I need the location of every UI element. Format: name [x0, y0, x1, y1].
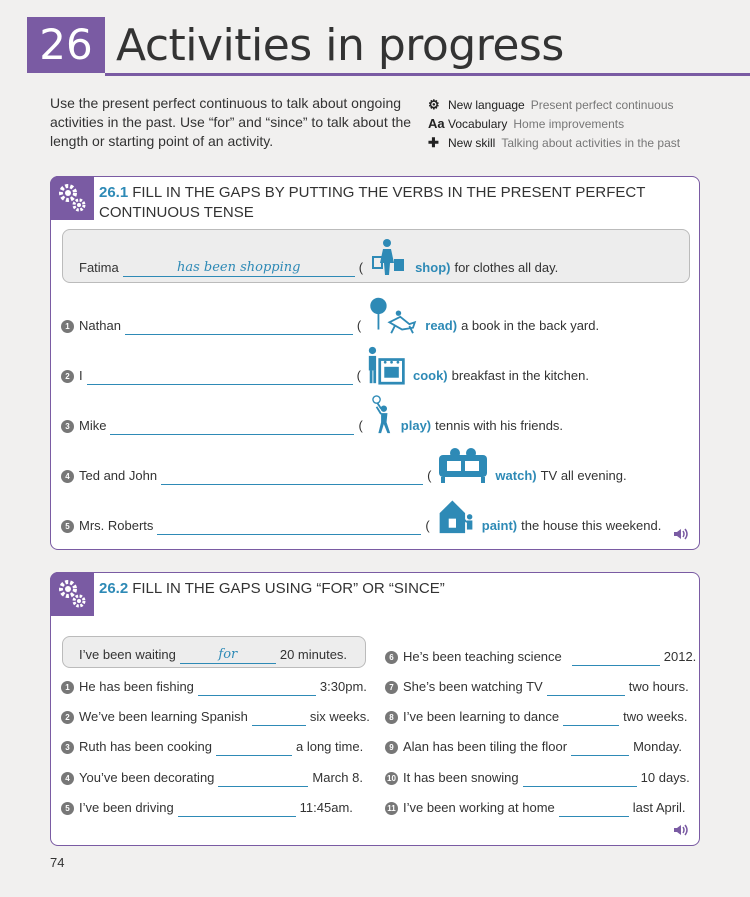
meta-value: Talking about activities in the past: [501, 135, 681, 150]
sentence-rest: the house this weekend.: [521, 518, 662, 533]
answer-gap[interactable]: [559, 801, 629, 817]
sentence-end: two weeks.: [623, 709, 688, 724]
exercise-item: [61, 676, 367, 696]
exercise-gear-icon: [50, 572, 94, 616]
sentence-start: We’ve been learning Spanish: [79, 709, 248, 724]
item-number: 4: [61, 772, 74, 785]
exercise-item: [61, 291, 599, 335]
sentence-end: last April.: [632, 800, 686, 815]
sentence-start: She’s been watching TV: [403, 679, 543, 694]
answer-gap[interactable]: [547, 680, 625, 696]
exercise-title: [99, 579, 669, 599]
puzzle-icon: ✚: [428, 134, 439, 150]
exercise-item: [61, 706, 370, 726]
intro-text: Use the present perfect continuous to talk about ongoing activities in the past. Use “for” and “since” to talk about the length or starting point of an activity.: [50, 95, 412, 149]
exercise-gear-icon: [50, 176, 94, 220]
sentence-rest: for clothes all day.: [454, 260, 559, 275]
exercise-item: [61, 736, 363, 756]
sentence-start: I’ve been learning to dance: [403, 709, 560, 724]
sentence-end: a long time.: [295, 739, 364, 754]
exercise-item: [61, 489, 661, 535]
exercise-number: 26.2: [99, 580, 129, 597]
meta-label: New language: [448, 97, 525, 112]
subject: Mrs. Roberts: [79, 518, 154, 533]
item-number: 1: [61, 681, 74, 694]
sentence-rest: breakfast in the kitchen.: [451, 368, 589, 383]
open-paren: (: [356, 368, 361, 383]
item-number: 1: [61, 320, 74, 333]
exercise-item: [385, 797, 686, 817]
sentence-end: six weeks.: [309, 709, 370, 724]
item-number: 9: [385, 741, 398, 754]
open-paren: (: [358, 260, 364, 275]
verb: play): [400, 418, 432, 433]
sentence-rest: TV all evening.: [540, 468, 627, 483]
sentence-start: It has been snowing: [403, 770, 519, 785]
exercise-instruction: FILL IN THE GAPS BY PUTTING THE VERBS IN THE PRESENT PERFECT CONTINUOUS TENSE: [99, 184, 646, 221]
exercise-item: [385, 736, 682, 756]
sentence-start: I’ve been waiting: [79, 647, 176, 662]
audio-speaker-icon[interactable]: [673, 823, 689, 837]
answer-gap[interactable]: [572, 650, 660, 666]
example-row: [79, 640, 347, 664]
sentence-end: 11:45am.: [299, 800, 353, 815]
sentence-start: Alan has been tiling the floor: [403, 739, 568, 754]
meta-label: New skill: [448, 135, 496, 150]
sentence-start: I’ve been driving: [79, 800, 174, 815]
example-row: [79, 235, 558, 277]
page-number: 74: [50, 855, 65, 870]
item-number: 11: [385, 802, 398, 815]
sentence-rest: tennis with his friends.: [435, 418, 564, 433]
exercise-title: [99, 183, 669, 223]
verb: shop): [415, 260, 451, 275]
sentence-start: He’s been teaching science: [403, 649, 562, 664]
sentence-end: 3:30pm.: [319, 679, 367, 694]
exercise-instruction: FILL IN THE GAPS USING “FOR” OR “SINCE”: [132, 580, 445, 597]
subject: Ted and John: [79, 468, 158, 483]
subject: Mike: [79, 418, 107, 433]
meta-value: Present perfect continuous: [530, 97, 674, 112]
item-number: 8: [385, 711, 398, 724]
answer-gap[interactable]: [157, 519, 421, 535]
item-number: 3: [61, 741, 74, 754]
sentence-start: He has been fishing: [79, 679, 194, 694]
answer-gap[interactable]: [125, 319, 353, 335]
answer-gap[interactable]: [87, 369, 353, 385]
subject: Fatima: [79, 260, 119, 275]
example-answer: for: [218, 647, 238, 662]
subject: Nathan: [79, 318, 121, 333]
item-number: 3: [61, 420, 74, 433]
watching-tv-icon: [435, 445, 491, 485]
sentence-end: March 8.: [312, 770, 363, 785]
sentence-end: Monday.: [633, 739, 682, 754]
exercise-number: 26.1: [99, 184, 129, 201]
sentence-start: Ruth has been cooking: [79, 739, 212, 754]
exercise-item: [385, 646, 696, 666]
item-number: 2: [61, 711, 74, 724]
item-number: 6: [385, 651, 398, 664]
exercise-item: [385, 706, 687, 726]
cooking-icon: [365, 345, 409, 385]
answer-gap[interactable]: [180, 648, 276, 664]
exercise-item: [61, 767, 363, 787]
verb: watch): [495, 468, 537, 483]
open-paren: (: [356, 318, 362, 333]
verb: read): [425, 318, 458, 333]
sentence-start: I’ve been working at home: [403, 800, 555, 815]
exercise-item: [61, 391, 563, 435]
item-number: 2: [61, 370, 74, 383]
exercise-item: [61, 797, 353, 817]
meta-row-vocabulary: [428, 114, 728, 133]
verb: cook): [412, 368, 448, 383]
meta-value: Home improvements: [513, 116, 625, 131]
answer-gap[interactable]: [161, 469, 423, 485]
sentence-end: 20 minutes.: [279, 647, 348, 662]
example-answer: has been shopping: [176, 260, 301, 275]
shopping-icon: [367, 237, 411, 277]
answer-gap[interactable]: [523, 771, 637, 787]
answer-gap[interactable]: [198, 680, 316, 696]
answer-gap[interactable]: [216, 740, 292, 756]
meta-panel: [428, 95, 728, 152]
sentence-start: You’ve been decorating: [79, 770, 215, 785]
meta-row-language: [428, 95, 728, 114]
answer-gap[interactable]: [563, 710, 619, 726]
sentence-end: 2012.: [663, 649, 697, 664]
item-number: 4: [61, 470, 74, 483]
answer-gap[interactable]: [110, 419, 354, 435]
audio-speaker-icon[interactable]: [673, 527, 689, 541]
open-paren: (: [425, 518, 430, 533]
answer-gap[interactable]: [218, 771, 308, 787]
exercise-item: [385, 767, 690, 787]
tennis-icon: [367, 395, 397, 435]
sentence-rest: a book in the back yard.: [461, 318, 600, 333]
meta-label: Vocabulary: [448, 116, 508, 131]
sentence-end: 10 days.: [640, 770, 690, 785]
exercise-item: [385, 676, 689, 696]
header-rule: [105, 73, 750, 76]
answer-gap[interactable]: [178, 801, 296, 817]
answer-gap[interactable]: [571, 740, 629, 756]
item-number: 5: [61, 802, 74, 815]
aa-icon: Aa: [428, 116, 445, 131]
exercise-item: [61, 341, 589, 385]
page-title: Activities in progress: [116, 20, 564, 71]
unit-number: 26: [27, 17, 105, 73]
painting-house-icon: [434, 495, 478, 535]
item-number: 10: [385, 772, 398, 785]
item-number: 5: [61, 520, 74, 533]
verb: paint): [481, 518, 518, 533]
reading-icon: [365, 295, 421, 335]
subject: I: [79, 368, 83, 383]
sentence-end: two hours.: [628, 679, 689, 694]
exercise-item: [61, 441, 627, 485]
gears-icon: ⚙: [428, 96, 440, 112]
meta-row-skill: [428, 133, 728, 152]
item-number: 7: [385, 681, 398, 694]
exercise-26-1: [50, 176, 700, 550]
open-paren: (: [358, 418, 363, 433]
answer-gap[interactable]: [123, 261, 355, 277]
open-paren: (: [427, 468, 432, 483]
exercise-26-2: [50, 572, 700, 846]
answer-gap[interactable]: [252, 710, 306, 726]
